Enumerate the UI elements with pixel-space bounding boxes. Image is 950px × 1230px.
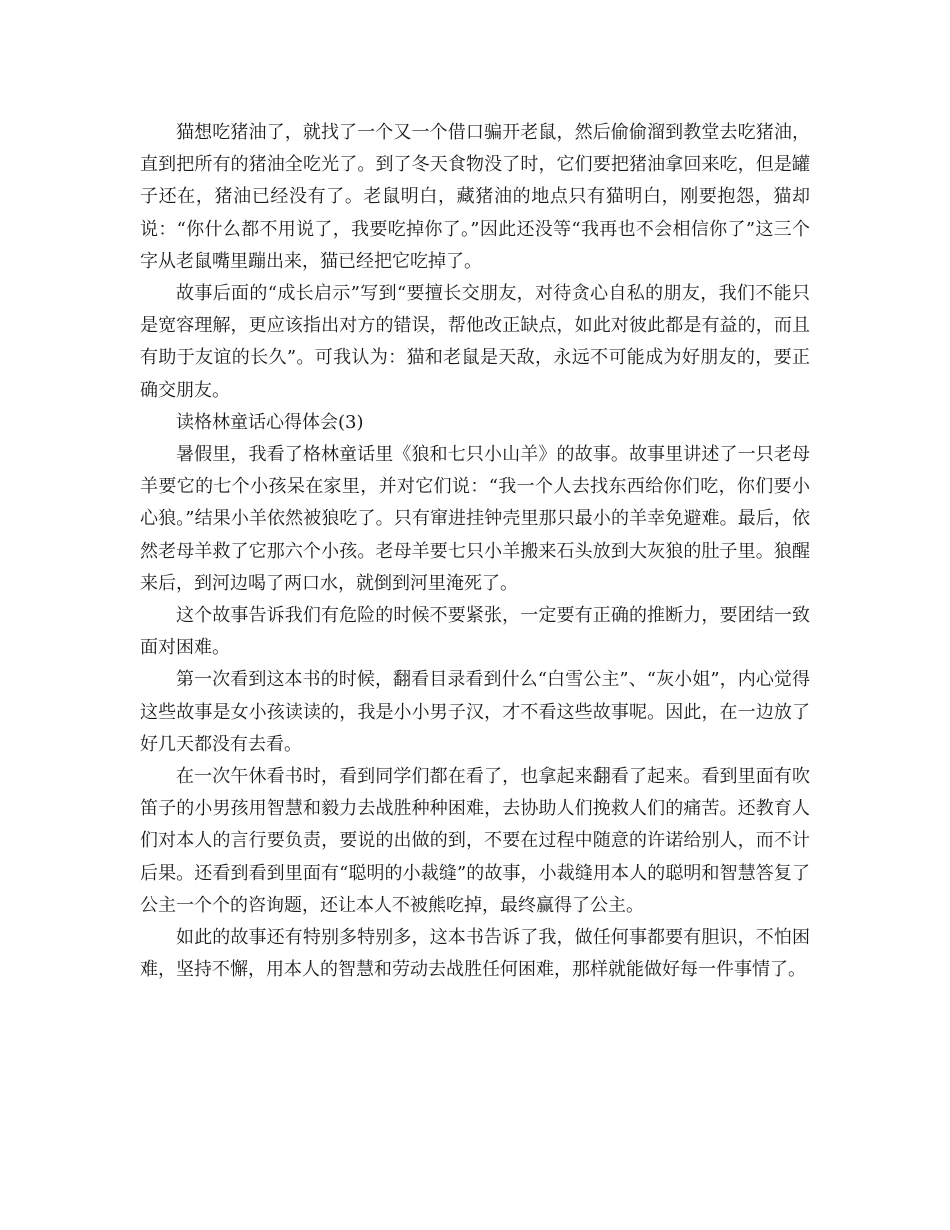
paragraph-cat-eats-lard: 猫想吃猪油了，就找了一个又一个借口骗开老鼠，然后偷偷溜到教堂去吃猪油，直到把所有的猪油全吃光了。到了冬天食物没了时，它们要把猪油拿回来吃，但是罐子还在，猪油已经没有了。老鼠明白，藏猪油的地点只有猫明白，刚要抱怨，猫却说：“你什么都不用说了，我要吃掉你了。”因此还没等“我再也不会相信你了”这三个字从老鼠嘴里蹦出来，猫已经把它吃掉了。 — [140, 122, 810, 272]
paragraph-story-lesson: 这个故事告诉我们有危险的时候不要紧张，一定要有正确的推断力，要团结一致面对困难。 — [140, 605, 810, 659]
paragraph-conclusion: 如此的故事还有特别多特别多，这本书告诉了我，做任何事都要有胆识，不怕困难，坚持不懈，用本人的智慧和劳动去战胜任何困难，那样就能做好每一件事情了。 — [140, 927, 810, 981]
document-body — [140, 117, 810, 986]
paragraph-noon-reading: 在一次午休看书时，看到同学们都在看了，也拿起来翻看了起来。看到里面有吹笛子的小男孩用智慧和毅力去战胜种种困难，去协助人们挽救人们的痛苦。还教育人们对本人的言行要负责，要说的出做的到，不要在过程中随意的许诺给别人，而不计后果。还看到看到里面有“聪明的小裁缝”的故事，小裁缝用本人的聪明和智慧答复了公主一个个的咨询题，还让本人不被熊吃掉，最终赢得了公主。 — [140, 766, 810, 916]
paragraph-wolf-and-seven-kids: 暑假里，我看了格林童话里《狼和七只小山羊》的故事。故事里讲述了一只老母羊要它的七个小孩呆在家里，并对它们说：“我一个人去找东西给你们吃，你们要小心狼。”结果小羊依然被狼吃了。只有窜进挂钟壳里那只最小的羊幸免避难。最后，依然老母羊救了它那六个小孩。老母羊要七只小羊搬来石头放到大灰狼的肚子里。狼醒来后，到河边喝了两口水，就倒到河里淹死了。 — [140, 444, 810, 594]
paragraph-first-impression: 第一次看到这本书的时候，翻看目录看到什么“白雪公主”、“灰小姐”，内心觉得这些故事是女小孩读读的，我是小小男子汉，才不看这些故事呢。因此，在一边放了好几天都没有去看。 — [140, 669, 810, 755]
section-heading: 读格林童话心得体会(3) — [176, 411, 364, 433]
paragraph-growth-insight: 故事后面的“成长启示”写到“要擅长交朋友，对待贪心自私的朋友，我们不能只是宽容理解，更应该指出对方的错误，帮他改正缺点，如此对彼此都是有益的，而且有助于友谊的长久”。可我认为：猫和老鼠是天敌，永远不可能成为好朋友的，要正确交朋友。 — [140, 283, 810, 401]
